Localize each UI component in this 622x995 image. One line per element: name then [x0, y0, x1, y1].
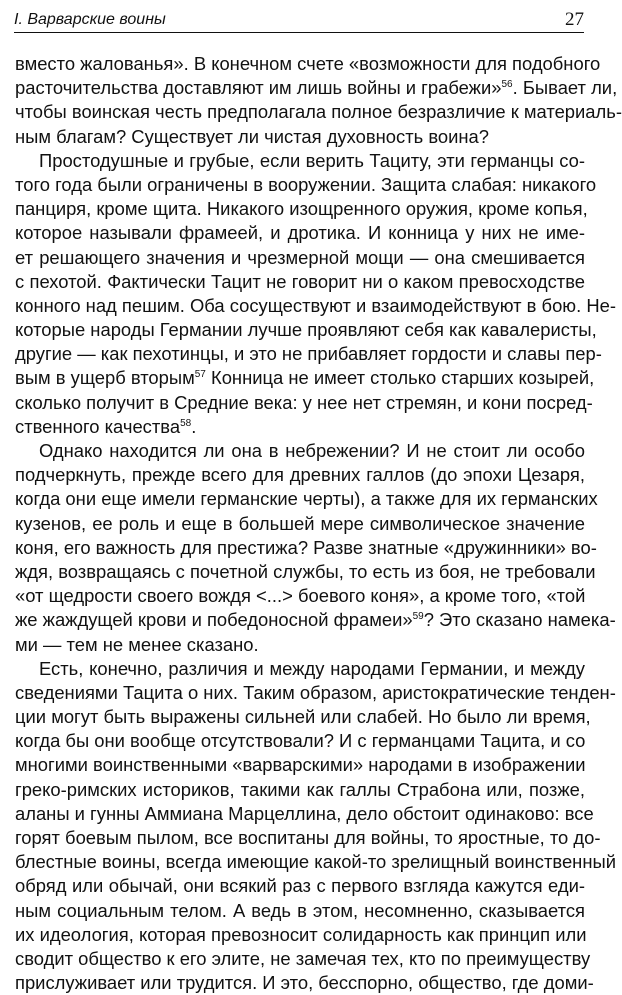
line-text: сведениями Тацита о них. Таким образом, аристократические тенден-: [15, 681, 616, 703]
text-line: [15, 729, 585, 753]
text-line: [15, 826, 601, 850]
line-text: их идеология, которая превозносит солидарность как принцип или: [15, 923, 587, 945]
text-line: [15, 173, 597, 197]
running-header: [14, 8, 584, 33]
text-line: [15, 778, 585, 802]
text-line: [15, 923, 585, 947]
line-text: ственного качества: [15, 415, 181, 437]
line-text: которое называли фрамеей, и дротика. И конница у них не име-: [15, 222, 585, 244]
line-text: Есть, конечно, различия и между народами Германии, и между: [39, 657, 585, 679]
line-text: коня, его важность для престижа? Разве знатные «дружинники» во-: [15, 536, 597, 558]
line-text: чтобы воинская честь предполагала полное безразличие к материаль-: [15, 101, 622, 123]
paragraph: [15, 439, 616, 657]
line-text: горят боевым пылом, все воспитаны для войны, то яростные, то до-: [15, 827, 601, 848]
line-text: аланы и гунны Аммиана Марцеллина, дело обстоит одинаково: все: [15, 802, 594, 824]
text-line: [15, 366, 595, 390]
paragraph: [15, 149, 616, 439]
text-line: [15, 947, 591, 971]
text-line: [15, 560, 596, 584]
line-text: «от щедрости своего вождя <...> боевого коня», а кроме того, «той: [15, 585, 586, 607]
line-text: ждя, возвращаясь с почетной службы, то есть из боя, не требовали: [15, 560, 596, 582]
line-text: ным социальным телом. А ведь в этом, несомненно, сказывается: [15, 899, 585, 921]
text-line: [15, 342, 602, 366]
line-text: блестные воины, всегда имеющие какой-то зрелищный воинственный: [15, 851, 616, 873]
text-line: [15, 270, 585, 294]
text-line: [15, 584, 585, 608]
text-line: [15, 391, 593, 415]
paragraph: [15, 52, 622, 149]
line-text: подчеркнуть, прежде всего для древних галлов (до эпохи Цезаря,: [15, 464, 585, 486]
line-text: расточительства доставляют им лишь войны и грабежи»: [15, 77, 502, 99]
line-text: другие — как пехотинцы, и это не прибавляет гордости и славы пер-: [15, 343, 602, 365]
text-line: [15, 633, 585, 657]
text-line: [15, 125, 585, 149]
line-text: ции могут быть выражены сильней или слабей. Но было ли время,: [15, 706, 591, 728]
line-text: кузенов, ее роль и еще в большей мере символическое значение: [15, 512, 585, 534]
line-text: того года были ограничены в вооружении. Защита слабая: никакого: [15, 173, 597, 195]
text-line: [15, 415, 585, 439]
chapter-title: I. Варварские воины: [14, 11, 166, 28]
text-line: [15, 149, 585, 173]
line-text: прислуживает или трудится. И это, бесспорно, общество, где доми-: [15, 972, 594, 994]
text-line: [15, 487, 598, 511]
line-text: греко-римских историков, такими как галлы Страбона или, позже,: [15, 778, 585, 800]
footnote-marker: 57: [194, 369, 206, 381]
text-line: [15, 463, 585, 487]
line-text-continued: ? Это сказано намека-: [423, 609, 616, 631]
page-number: 27: [565, 9, 584, 30]
text-line: [15, 197, 588, 221]
text-line: [15, 850, 616, 874]
line-text: которые народы Германии лучше проявляют себя как кавалеристы,: [15, 319, 597, 341]
line-text-continued: . Бывает ли,: [512, 77, 618, 99]
line-text: ми — тем не менее сказано.: [15, 633, 259, 655]
line-text-continued: .: [191, 415, 197, 437]
text-line: [15, 221, 585, 245]
line-text: сводит общество к его элите, не замечая тех, кто по преимуществу: [15, 947, 591, 969]
text-line: [15, 657, 585, 681]
footnote-marker: 58: [180, 417, 192, 429]
text-line: [15, 52, 601, 76]
line-text: обряд или обычай, они всякий раз с первого взгляда кажутся еди-: [15, 875, 585, 897]
line-text: вым в ущерб вторым: [15, 367, 195, 389]
footnote-marker: 59: [412, 611, 424, 623]
line-text: многими воинственными «варварскими» народами в изображении: [15, 754, 586, 776]
line-text: Простодушные и грубые, если верить Тациту, эти германцы со-: [39, 149, 585, 171]
line-text-continued: Конница не имеет столько старших козырей,: [205, 367, 595, 389]
body-text: [15, 52, 622, 995]
text-line: [15, 512, 585, 536]
text-line: [15, 439, 585, 463]
line-text: ным благам? Существует ли чистая духовность воина?: [15, 125, 490, 147]
line-text: сколько получит в Средние века: у нее нет стремян, и кони посред-: [15, 391, 593, 413]
text-line: [15, 100, 622, 124]
line-text: ет решающего значения и чрезмерной мощи — она смешивается: [15, 246, 585, 268]
text-line: [15, 76, 618, 100]
text-line: [15, 608, 616, 632]
line-text: вместо жалованья». В конечном счете «возможности для подобного: [15, 53, 601, 74]
line-text: конного над пешим. Оба сосуществуют и взаимодействуют в бою. Не-: [15, 294, 616, 316]
text-line: [15, 705, 591, 729]
text-line: [15, 318, 597, 342]
text-line: [15, 753, 585, 777]
text-line: [15, 246, 585, 270]
line-text: же жаждущей крови и победоносной фрамеи»: [15, 609, 413, 631]
line-text: когда бы они вообще отсутствовали? И с германцами Тацита, и со: [15, 730, 586, 752]
line-text: с пехотой. Фактически Тацит не говорит ни о каком превосходстве: [15, 270, 585, 292]
text-line: [15, 971, 594, 995]
text-line: [15, 874, 585, 898]
line-text: когда они еще имели германские черты), а также для их германских: [15, 488, 598, 510]
text-line: [15, 681, 616, 705]
line-text: панциря, кроме щита. Никакого изощренного оружия, кроме копья,: [15, 198, 588, 220]
footnote-marker: 56: [501, 79, 513, 91]
line-text: Однако находится ли она в небрежении? И не стоит ли особо: [39, 440, 585, 461]
text-line: [15, 899, 585, 923]
text-line: [15, 536, 597, 560]
paragraph: [15, 657, 616, 995]
text-line: [15, 294, 616, 318]
text-line: [15, 802, 594, 826]
